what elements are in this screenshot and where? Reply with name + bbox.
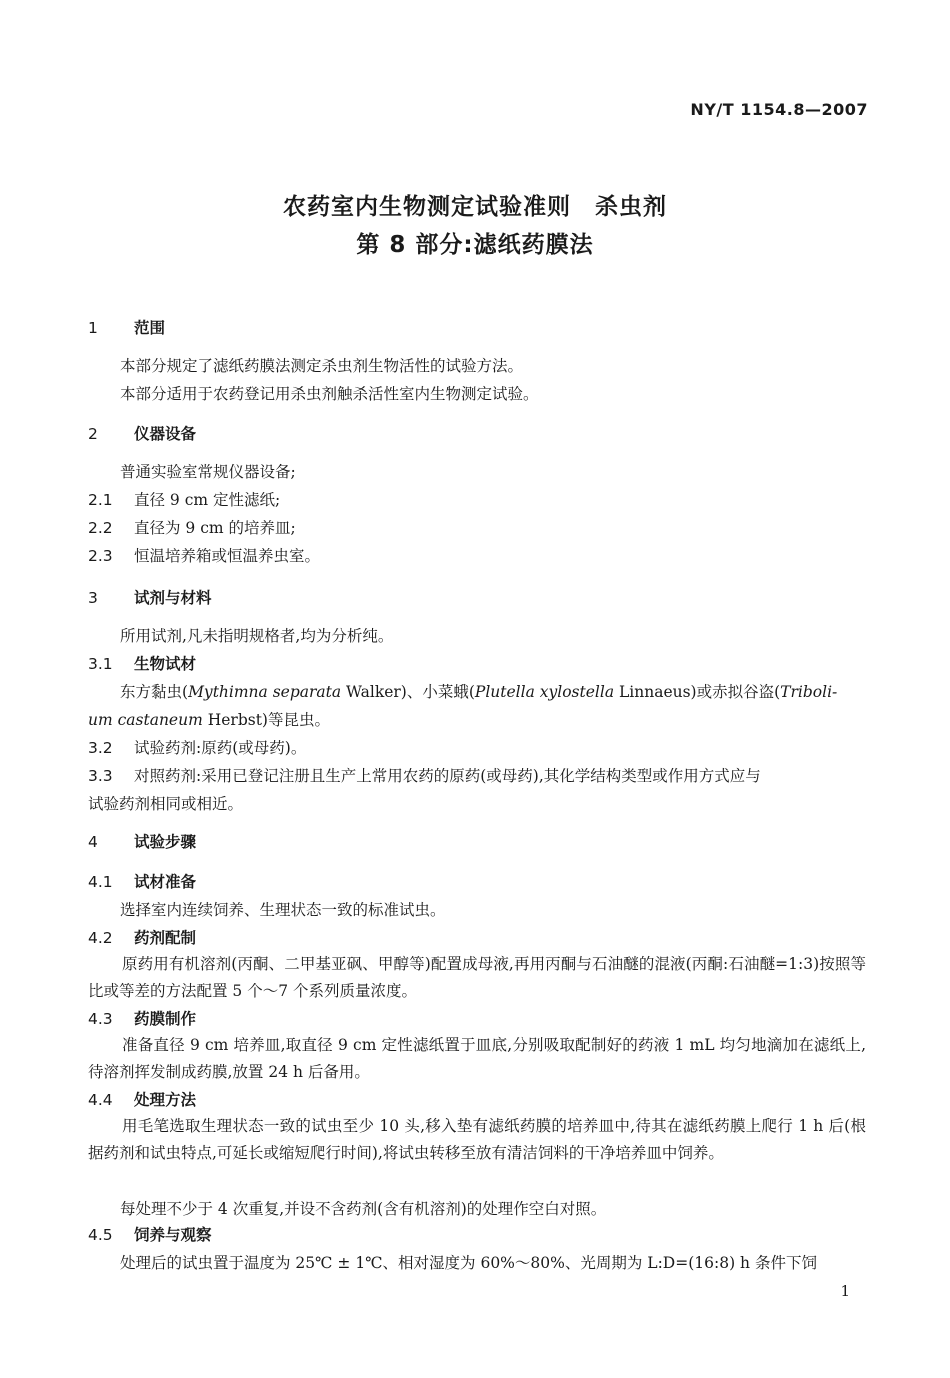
species-name: Mythimna separata — [188, 683, 342, 701]
clause-number: 2.2 — [88, 519, 113, 537]
text-span: Herbst)等昆虫。 — [202, 711, 330, 729]
clause-number: 2.3 — [88, 547, 113, 565]
clause-heading-3-1 — [88, 654, 196, 674]
clause-text: 恒温培养箱或恒温养虫室。 — [134, 547, 321, 565]
clause-2-1 — [88, 490, 280, 510]
document-subtitle: 第 8 部分:滤纸药膜法 — [356, 232, 594, 258]
paragraph: 原药用有机溶剂(丙酮、二甲基亚砜、甲醇等)配置成母液,再用丙酮与石油醚的混液(丙酮:石油醚=1:3)按照等比或等差的方法配置 5 个～7 个系列质量浓度。 — [88, 955, 866, 1000]
clause-number: 3.2 — [88, 739, 113, 757]
paragraph: 本部分规定了滤纸药膜法测定杀虫剂生物活性的试验方法。 — [120, 357, 524, 375]
section-number: 4 — [88, 833, 98, 851]
clause-heading-4-4 — [88, 1090, 196, 1110]
clause-number: 3.3 — [88, 767, 113, 785]
document-title: 农药室内生物测定试验准则 杀虫剂 — [283, 194, 667, 220]
section-heading-1 — [88, 318, 165, 338]
clause-label: 饲养与观察 — [134, 1226, 212, 1244]
paragraph: 所用试剂,凡未指明规格者,均为分析纯。 — [120, 627, 394, 645]
paragraph: 每处理不少于 4 次重复,并设不含药剂(含有机溶剂)的处理作空白对照。 — [120, 1200, 607, 1218]
paragraph: 用毛笔选取生理状态一致的试虫至少 10 头,移入垫有滤纸药膜的培养皿中,待其在滤纸药膜上爬行 1 h 后(根据药剂和试虫特点,可延长或缩短爬行时间),将试虫转移至放有清洁饲料的干净培养皿中饲养。 — [88, 1117, 866, 1162]
clause-label: 药膜制作 — [134, 1010, 197, 1028]
clause-label: 试材准备 — [134, 873, 197, 891]
text-span: Walker)、小菜蛾( — [341, 683, 475, 701]
clause-text: 对照药剂:采用已登记注册且生产上常用农药的原药(或母药),其化学结构类型或作用方式应与 — [134, 767, 761, 785]
clause-heading-4-3 — [88, 1009, 196, 1029]
clause-number: 4.2 — [88, 929, 113, 947]
section-label: 范围 — [134, 319, 166, 337]
species-name: um castaneum — [88, 711, 203, 729]
section-label: 试验步骤 — [134, 833, 197, 851]
paragraph: 本部分适用于农药登记用杀虫剂触杀活性室内生物测定试验。 — [120, 385, 539, 403]
paragraph: 普通实验室常规仪器设备; — [120, 463, 296, 481]
standard-number: NY/T 1154.8—2007 — [690, 100, 868, 119]
clause-heading-4-5 — [88, 1225, 212, 1245]
paragraph: 选择室内连续饲养、生理状态一致的标准试虫。 — [120, 901, 446, 919]
clause-3-3 — [88, 766, 761, 786]
section-heading-3 — [88, 588, 212, 608]
section-label: 仪器设备 — [134, 425, 197, 443]
clause-heading-4-2 — [88, 928, 196, 948]
clause-text-continued: 试验药剂相同或相近。 — [88, 795, 244, 813]
clause-text: 直径 9 cm 定性滤纸; — [134, 491, 281, 509]
paragraph: 准备直径 9 cm 培养皿,取直径 9 cm 定性滤纸置于皿底,分别吸取配制好的药液 1 mL 均匀地滴加在滤纸上,待溶剂挥发制成药膜,放置 24 h 后备用。 — [88, 1036, 866, 1081]
page-number: 1 — [840, 1282, 850, 1300]
section-label: 试剂与材料 — [134, 589, 212, 607]
paragraph: 处理后的试虫置于温度为 25℃ ± 1℃、相对湿度为 60%～80%、光周期为 L:D=(16:8) h 条件下饲 — [120, 1254, 817, 1272]
section-number: 1 — [88, 319, 98, 337]
section-heading-2 — [88, 424, 196, 444]
section-number: 3 — [88, 589, 98, 607]
clause-heading-4-1 — [88, 872, 196, 892]
species-name: Plutella xylostella — [474, 683, 615, 701]
clause-3-2 — [88, 738, 306, 758]
species-name: Triboli- — [780, 683, 838, 701]
clause-2-2 — [88, 518, 296, 538]
clause-number: 3.1 — [88, 655, 113, 673]
clause-label: 药剂配制 — [134, 929, 197, 947]
clause-number: 4.3 — [88, 1010, 113, 1028]
clause-text: 直径为 9 cm 的培养皿; — [134, 519, 296, 537]
clause-2-3 — [88, 546, 320, 566]
clause-number: 4.4 — [88, 1091, 113, 1109]
section-heading-4 — [88, 832, 196, 852]
text-span: Linnaeus)或赤拟谷盗( — [614, 683, 781, 701]
clause-number: 2.1 — [88, 491, 113, 509]
paragraph-continued — [88, 710, 330, 730]
clause-number: 4.1 — [88, 873, 113, 891]
clause-number: 4.5 — [88, 1226, 113, 1244]
clause-label: 处理方法 — [134, 1091, 197, 1109]
text-span: 东方黏虫( — [120, 683, 189, 701]
clause-label: 生物试材 — [134, 655, 197, 673]
clause-text: 试验药剂:原药(或母药)。 — [134, 739, 307, 757]
paragraph — [120, 682, 837, 702]
section-number: 2 — [88, 425, 98, 443]
